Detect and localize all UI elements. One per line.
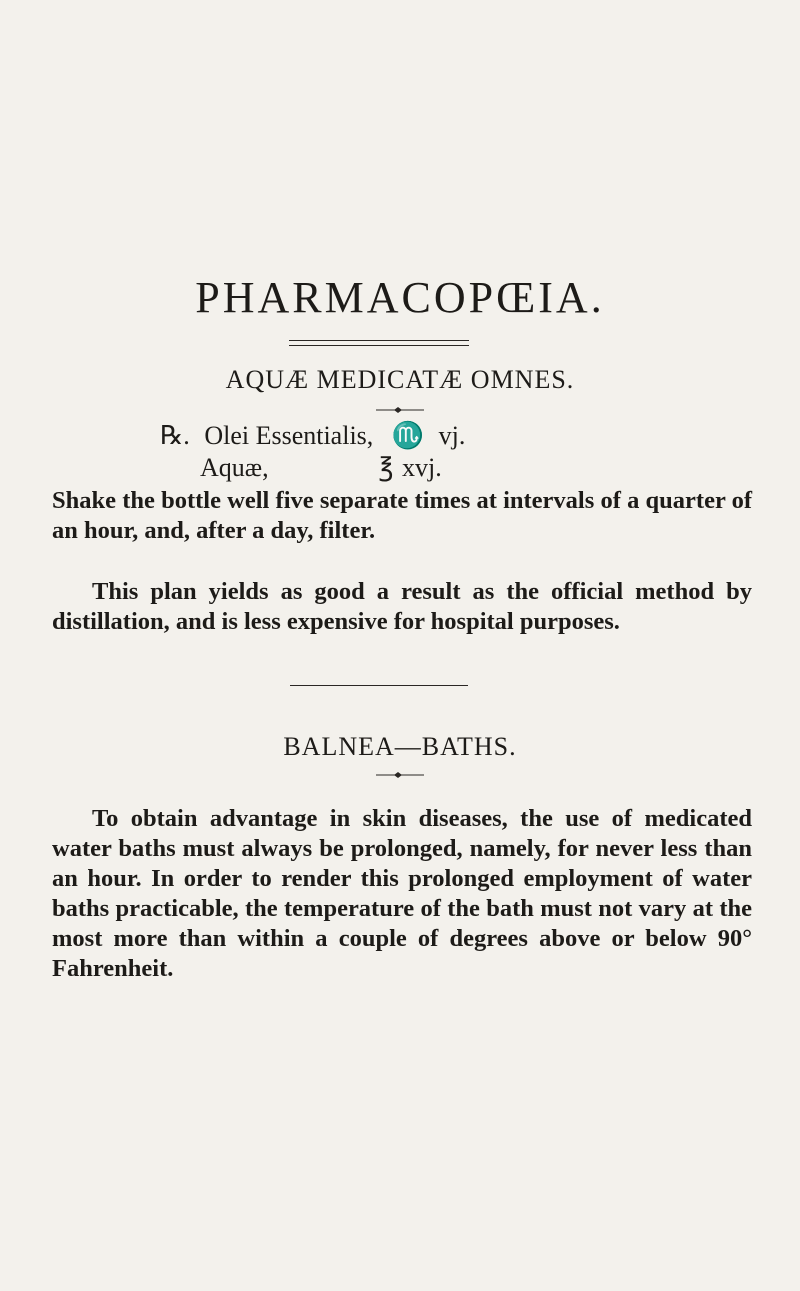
paragraph-baths: To obtain advantage in skin diseases, the use of medicated water baths must always be prolonged, namely, for never less than an hour. In order to render this prolonged employment of water baths practicable, the temperature of the bath must not vary at the most more than within a couple of degrees above or below 90° Fahrenheit.	[52, 805, 752, 982]
ounce-unit-icon: ℥	[378, 453, 394, 482]
title-rule-top	[289, 340, 469, 341]
ornament-divider-icon	[376, 405, 424, 415]
recipe-line-water	[200, 452, 442, 484]
section-heading-aquae: AQUÆ MEDICATÆ OMNES.	[225, 365, 575, 394]
ornament-divider-icon	[376, 770, 424, 780]
paragraph-plan: This plan yields as good a result as the official method by distillation, and is less expensive for hospital purposes.	[52, 578, 752, 635]
section-rule	[290, 685, 468, 686]
paragraph-instructions: Shake the bottle well five separate times at intervals of a quarter of an hour, and, after a day, filter.	[52, 487, 752, 544]
recipe-ingredient-oil: Olei Essentialis,	[204, 421, 374, 450]
recipe-symbol: ℞.	[160, 421, 190, 450]
recipe-line-oil	[160, 420, 465, 452]
recipe-ingredient-water: Aquæ,	[200, 453, 269, 482]
recipe-quantity-water: xvj.	[402, 453, 442, 482]
title-rule-bottom	[289, 345, 469, 346]
minim-unit-icon: ♏	[391, 421, 425, 450]
recipe-quantity-oil: vj.	[438, 421, 466, 450]
page-title: PHARMACOPŒIA.	[195, 273, 605, 322]
section-heading-balnea: BALNEA—BATHS.	[283, 732, 517, 761]
